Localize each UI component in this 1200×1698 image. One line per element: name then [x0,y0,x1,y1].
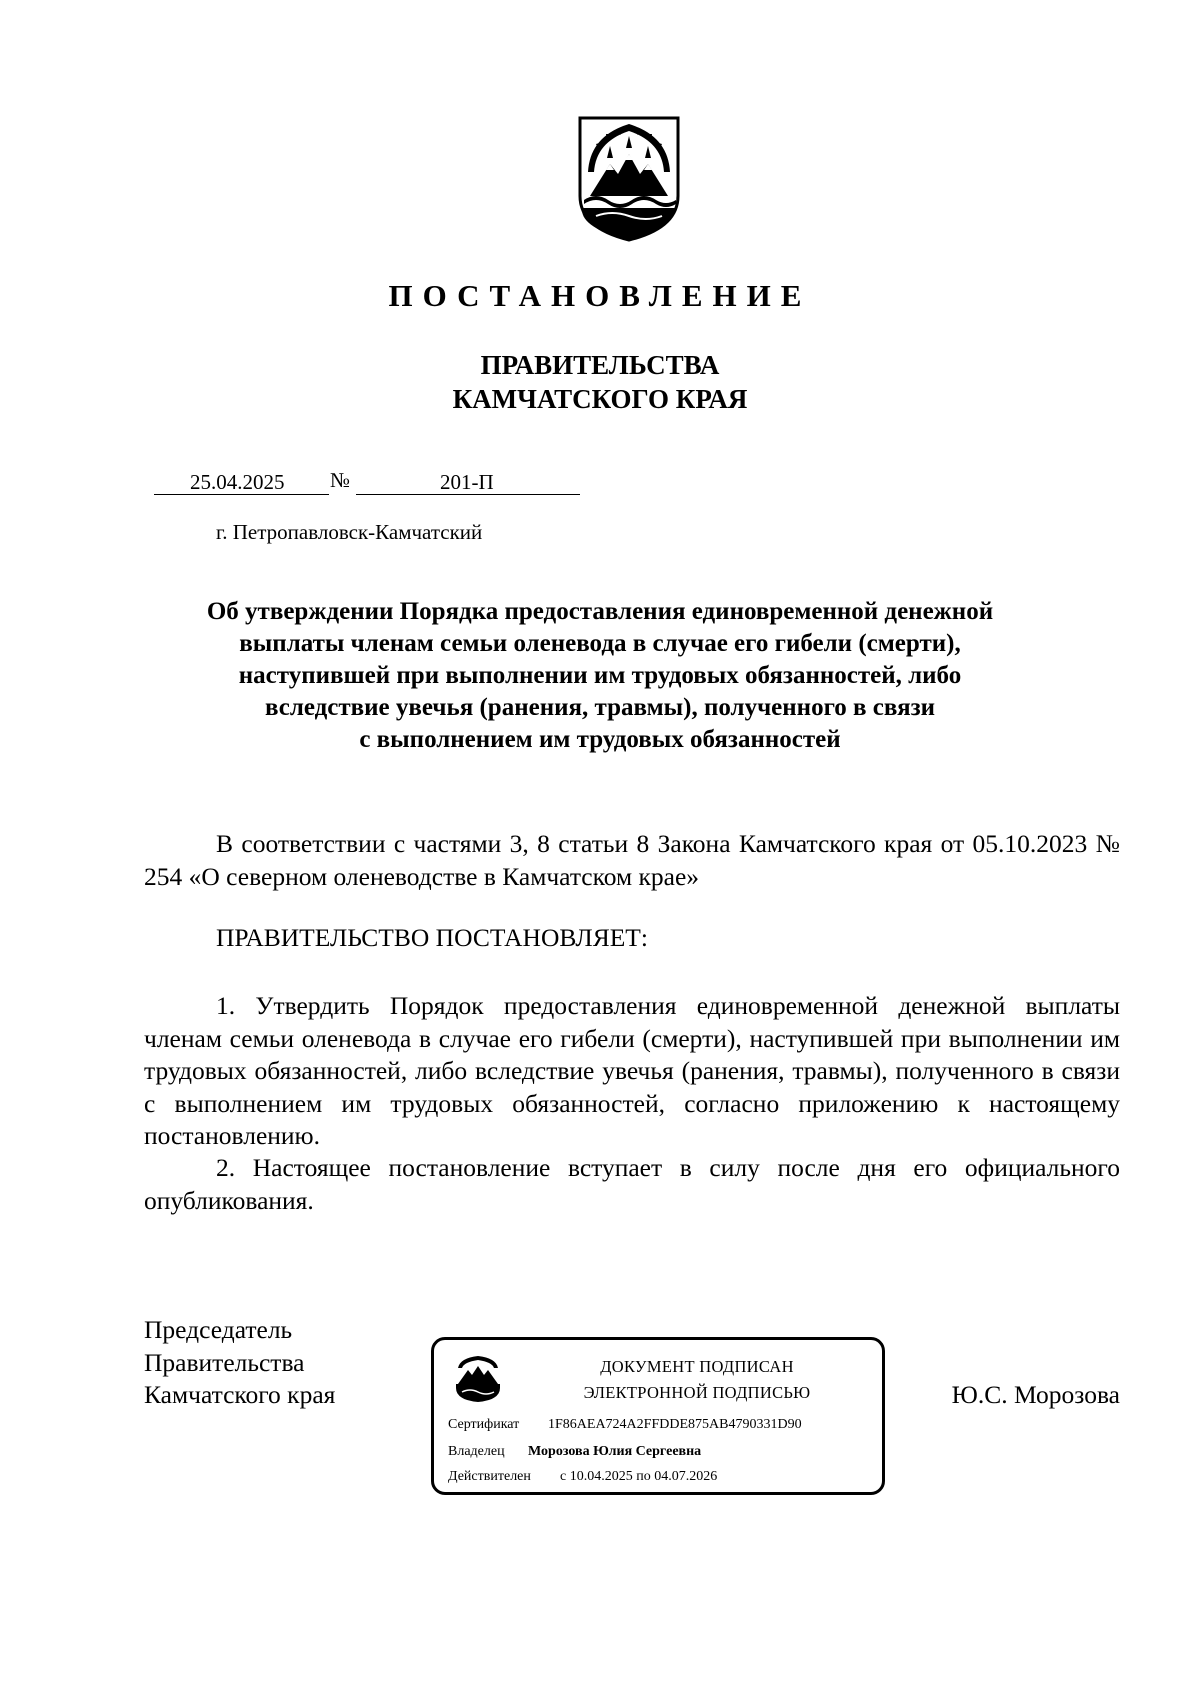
owner-value: Морозова Юлия Сергеевна [528,1444,702,1459]
signer-position-line: Председатель [144,1315,293,1344]
title-line: выплаты членам семьи оленевода в случае его гибели (смерти), [239,630,961,657]
stamp-validity-row [448,1468,717,1486]
number-sign: № [330,468,351,492]
document-title [120,596,1080,756]
signer-name: Ю.С. Морозова [951,1380,1120,1409]
signer-position [144,1314,444,1412]
signer-position-line: Правительства [144,1347,305,1377]
preamble-paragraph: В соответствии с частями 3, 8 статьи 8 Закона Камчатского края от 05.10.2023 № 254 «О северном оленеводстве в Камчатском крае» [144,829,1120,891]
authority-line: ПРАВИТЕЛЬСТВА [480,350,720,380]
item-1-paragraph: 1. Утвердить Порядок предоставления единовременной денежной выплаты членам семьи оленевода в случае его гибели (смерти), наступившей при выполнении им трудовых обязанностей, либо вследствие увечья (ранения, травмы), полученного в связи с выполнением им трудовых обязанностей, согласно приложению к настоящему постановлению. [144,991,1120,1150]
stamp-header [522,1354,872,1406]
city: г. Петропавловск-Камчатский [216,520,483,544]
certificate-label: Сертификат [448,1417,520,1432]
owner-label: Владелец [448,1444,505,1459]
issuing-authority [0,348,1200,416]
stamp-certificate-row [448,1416,802,1434]
authority-line: КАМЧАТСКОГО КРАЯ [452,384,748,414]
title-line: вследствие увечья (ранения, травмы), полученного в связи [264,694,936,721]
validity-label: Действителен [448,1469,531,1484]
resolves-heading: ПРАВИТЕЛЬСТВО ПОСТАНОВЛЯЕТ: [216,923,648,952]
document-number: 201-П [440,470,494,494]
document-date: 25.04.2025 [190,470,285,494]
signer-position-line: Камчатского края [144,1380,336,1409]
document-type: ПОСТАНОВЛЕНИЕ [388,278,812,313]
item-2-paragraph: 2. Настоящее постановление вступает в силу после дня его официального опубликования. [144,1153,1120,1215]
validity-value: с 10.04.2025 по 04.07.2026 [560,1469,718,1484]
title-line: наступившей при выполнении им трудовых обязанностей, либо [238,662,962,689]
electronic-signature-stamp [431,1337,885,1495]
stamp-owner-row [448,1443,701,1461]
title-line: Об утверждении Порядка предоставления единовременной денежной [206,598,994,625]
stamp-coat-of-arms-icon [454,1354,502,1404]
kamchatka-coat-of-arms-icon [576,112,682,242]
certificate-value: 1F86AEA724A2FFDDE875AB4790331D90 [548,1417,802,1432]
title-line: с выполнением им трудовых обязанностей [359,726,841,753]
stamp-header-line: ЭЛЕКТРОННОЙ ПОДПИСЬЮ [583,1383,811,1402]
stamp-header-line: ДОКУМЕНТ ПОДПИСАН [600,1357,794,1376]
